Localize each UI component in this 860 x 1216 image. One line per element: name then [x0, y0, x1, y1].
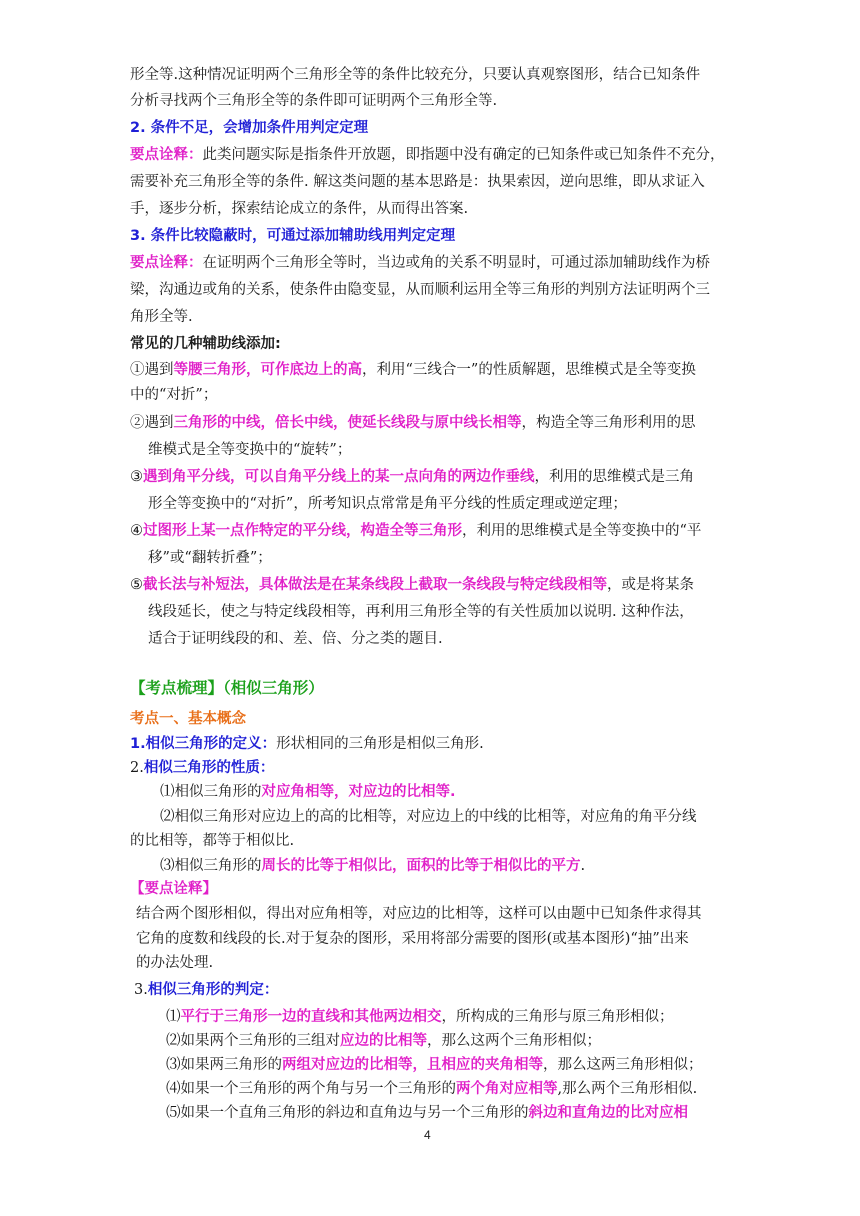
judgement-label: 相似三角形的判定： [147, 982, 279, 998]
emphasis-text: 周长的比等于相似比，面积的比等于相似比的平方 [261, 858, 581, 874]
list-text: ⑤ [130, 577, 143, 593]
list-item-continuation: 移”或“翻转折叠”； [148, 550, 272, 566]
emphasis-text: 截长法与补短法，具体做法是在某条线段上截取一条线段与特定线段相等 [143, 577, 607, 593]
judgement-text: ⑶如果两三角形的 [166, 1057, 282, 1073]
paragraph-line: 需要补充三角形全等的条件. 解这类问题的基本思路是：执果索因，逆向思维，即从求证入 [130, 174, 705, 190]
heading-condition-insufficient: 2. 条件不足，会增加条件用判定定理 [130, 120, 369, 136]
judgement-item [166, 1055, 703, 1075]
paragraph-line: 它角的度数和线段的长.对于复杂的图形，采用将部分需要的图形(或基本图形)“抽”出来 [136, 931, 689, 947]
property-text: . [580, 858, 586, 874]
paragraph-line: 的办法处理. [136, 955, 214, 971]
property-item-continuation: 的比相等，都等于相似比. [130, 833, 295, 849]
list-text: ，利用的思维模式是三角 [534, 469, 694, 485]
note-text: 此类问题实际是指条件开放题，即指题中没有确定的已知条件或已知条件不充分， [202, 147, 725, 163]
judgement-item [166, 1007, 674, 1027]
list-item-continuation: 中的“对折”； [130, 387, 218, 403]
page-number: 4 [424, 1128, 431, 1142]
note-text: 在证明两个三角形全等时，当边或角的关系不明显时，可通过添加辅助线作为桥 [202, 255, 710, 271]
list-item [130, 413, 696, 433]
list-text: ，或是将某条 [607, 577, 694, 593]
list-text: ④ [130, 523, 143, 539]
paragraph-line: 分析寻找两个三角形全等的条件即可证明两个三角形全等. [130, 93, 498, 109]
emphasis-text: 两组对应边的比相等，且相应的夹角相等 [282, 1057, 543, 1073]
note-label: 要点诠释： [130, 255, 203, 271]
subsection-heading: 考点一、基本概念 [130, 711, 246, 727]
property-text: ⑴相似三角形的 [160, 784, 262, 800]
list-item-continuation: 形全等变换中的“对折”，所考知识点常常是角平分线的性质定理或逆定理； [148, 496, 627, 512]
judgement-text: ，那么这两三角形相似； [543, 1057, 703, 1073]
emphasis-text: 遇到角平分线，可以自角平分线上的某一点向角的两边作垂线 [143, 469, 535, 485]
emphasis-text: 过图形上某一点作特定的平分线，构造全等三角形 [143, 523, 462, 539]
property-heading [130, 758, 274, 778]
judgement-item [166, 1031, 601, 1051]
note-paragraph [130, 253, 710, 273]
list-item [130, 360, 696, 380]
judgement-item [166, 1079, 697, 1099]
item-number: 2. [130, 760, 144, 776]
list-item-continuation: 适合于证明线段的和、差、倍、分之类的题目. [148, 631, 443, 647]
judgement-text: ⑵如果两个三角形的三组对 [166, 1033, 340, 1049]
property-label: 相似三角形的性质： [143, 760, 275, 776]
property-item [160, 782, 456, 802]
section-title: 【考点梳理】（相似三角形） [130, 679, 324, 697]
paragraph-line: 结合两个图形相似，得出对应角相等，对应边的比相等，这样可以由题中已知条件求得其 [136, 906, 702, 922]
emphasis-text: 等腰三角形，可作底边上的高 [173, 362, 362, 378]
emphasis-text: 三角形的中线，倍长中线，使延长线段与原中线长相等 [173, 415, 522, 431]
definition-label: 1.相似三角形的定义： [130, 736, 277, 752]
list-item-continuation: 线段延长，使之与特定线段相等，再利用三角形全等的有关性质加以说明. 这种作法， [148, 604, 694, 620]
list-item [130, 467, 694, 487]
property-item: ⑵相似三角形对应边上的高的比相等，对应边上的中线的比相等，对应角的角平分线 [160, 809, 697, 825]
list-item [130, 575, 694, 595]
list-text: ①遇到 [130, 362, 174, 378]
property-text: ⑶相似三角形的 [160, 858, 262, 874]
property-item [160, 856, 585, 876]
judgement-heading [134, 980, 278, 1000]
list-text: ，构造全等三角形利用的思 [521, 415, 696, 431]
emphasis-text: 平行于三角形一边的直线和其他两边相交 [180, 1009, 442, 1025]
list-text: ，利用的思维模式是全等变换中的“平 [462, 523, 702, 539]
judgement-text: ⑸如果一个直角三角形的斜边和直角边与另一个三角形的 [166, 1105, 529, 1121]
key-note-heading: 【要点诠释】 [130, 881, 217, 897]
note-label: 要点诠释： [130, 147, 203, 163]
definition-text: 形状相同的三角形是相似三角形. [276, 736, 484, 752]
judgement-text: ，那么这两个三角形相似； [427, 1033, 601, 1049]
list-text: ，利用“三线合一”的性质解题，思维模式是全等变换 [362, 362, 696, 378]
emphasis-text: 对应角相等，对应边的比相等. [261, 784, 456, 800]
definition-line [130, 734, 484, 754]
paragraph-line: 角形全等. [130, 309, 193, 325]
paragraph-line: 形全等.这种情况证明两个三角形全等的条件比较充分，只要认真观察图形，结合已知条件 [130, 67, 701, 83]
judgement-text: ，所构成的三角形与原三角形相似； [441, 1009, 674, 1025]
paragraph-line: 手，逐步分析，探索结论成立的条件，从而得出答案. [130, 201, 469, 217]
note-paragraph [130, 145, 725, 165]
judgement-item [166, 1103, 688, 1123]
judgement-text: ⑴ [166, 1009, 181, 1025]
emphasis-text: 两个角对应相等 [456, 1081, 558, 1097]
judgement-text: ,那么两个三角形相似. [557, 1081, 698, 1097]
judgement-text: ⑷如果一个三角形的两个角与另一个三角形的 [166, 1081, 456, 1097]
item-number: 3. [134, 982, 148, 998]
list-item-continuation: 维模式是全等变换中的“旋转”； [148, 442, 352, 458]
heading-hidden-conditions: 3. 条件比较隐蔽时，可通过添加辅助线用判定定理 [130, 228, 456, 244]
emphasis-text: 斜边和直角边的比对应相 [528, 1105, 688, 1121]
list-item [130, 521, 701, 541]
list-text: ②遇到 [130, 415, 174, 431]
paragraph-line: 梁，沟通边或角的关系，使条件由隐变显，从而顺利运用全等三角形的判别方法证明两个三 [130, 282, 710, 298]
aux-lines-title: 常见的几种辅助线添加: [130, 336, 281, 352]
list-text: ③ [130, 469, 143, 485]
emphasis-text: 应边的比相等 [340, 1033, 427, 1049]
